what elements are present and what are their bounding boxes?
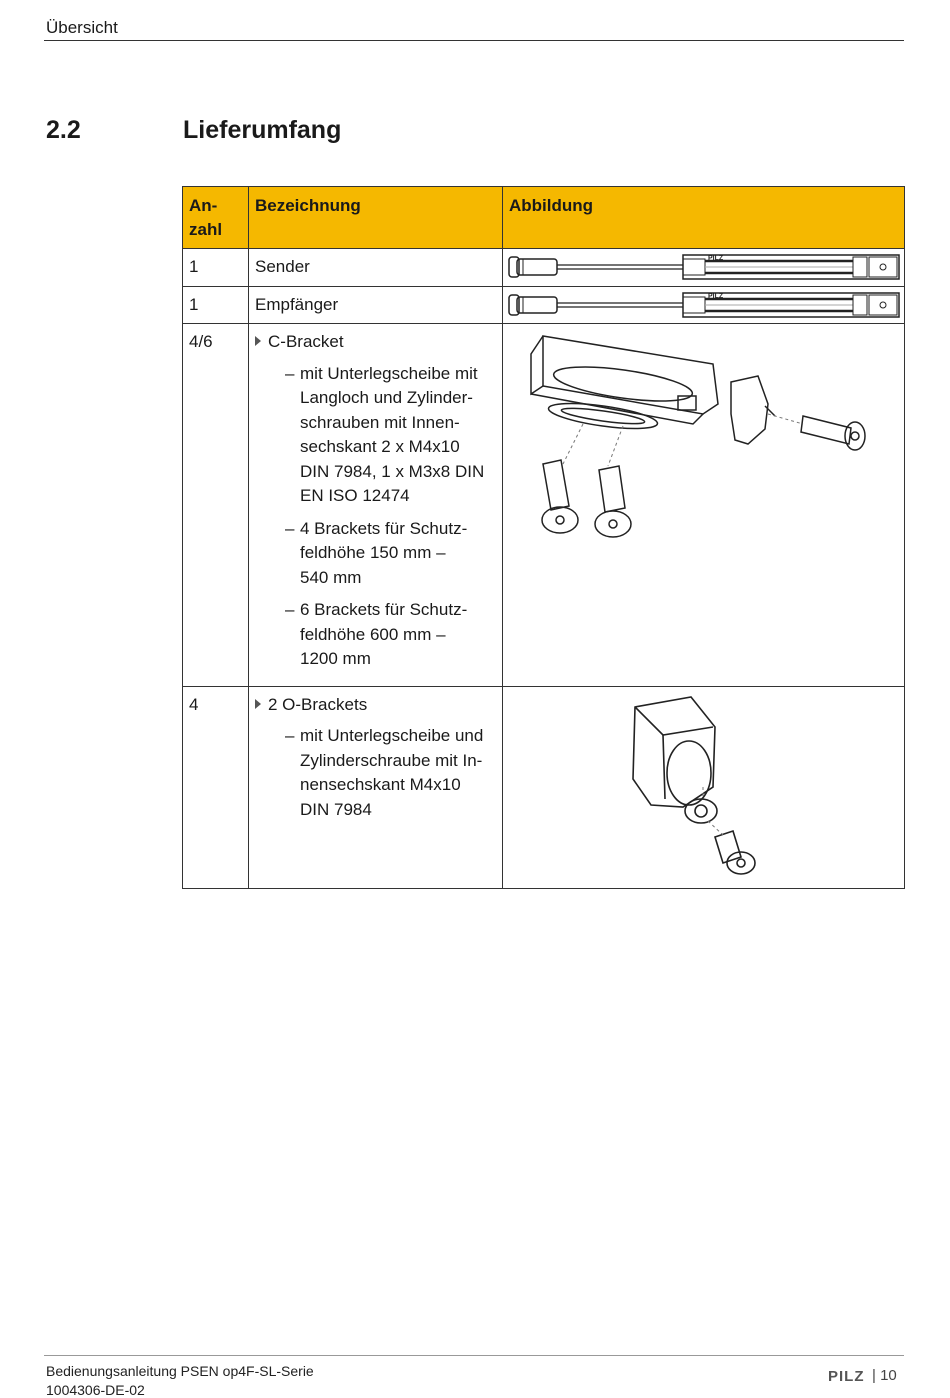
footer-rule (44, 1355, 904, 1356)
scope-of-delivery-table (182, 186, 905, 889)
sub-item: – mit Unterlegscheibe mit Langloch und Zylinder- schrauben mit Innen- sechskant 2 x M4x10 DIN 7984, 1 x M3x8 DIN EN ISO 12474 (285, 363, 485, 505)
table-row (183, 249, 905, 287)
device-brand-label: PILZ (708, 255, 724, 262)
row-name: Empfänger (249, 286, 503, 324)
row-name (249, 324, 503, 687)
o-bracket-illustration (503, 687, 903, 887)
table-row (183, 324, 905, 687)
item-title: C-Bracket (268, 332, 344, 351)
sub-item-list (255, 724, 496, 822)
sub-item: – mit Unterlegscheibe und Zylinderschraube mit In- nensechskant M4x10 DIN 7984 (285, 726, 484, 819)
pilz-logo: PILZ (828, 1368, 865, 1385)
column-header-name: Bezeichnung (249, 187, 503, 249)
triangle-bullet-icon (255, 336, 261, 346)
footer-manual-title: Bedienungsanleitung PSEN op4F-SL-Serie (46, 1363, 314, 1379)
section-title: Lieferumfang (183, 116, 342, 144)
column-header-image: Abbildung (503, 187, 905, 249)
row-qty: 4/6 (183, 324, 249, 687)
running-header: Übersicht (46, 18, 118, 37)
receiver-image (503, 286, 905, 324)
table-row (183, 686, 905, 888)
page-number: | 10 (872, 1367, 897, 1384)
row-qty: 1 (183, 249, 249, 287)
column-header-qty: An- zahl (183, 187, 249, 249)
receiver-device-illustration (503, 287, 903, 323)
sender-image (503, 249, 905, 287)
c-bracket-illustration (503, 324, 903, 564)
table-row (183, 286, 905, 324)
row-qty: 1 (183, 286, 249, 324)
row-name: Sender (249, 249, 503, 287)
header-rule (44, 40, 904, 41)
o-bracket-image (503, 686, 905, 888)
row-qty: 4 (183, 686, 249, 888)
table-header-row (183, 187, 905, 249)
item-title: 2 O-Brackets (268, 694, 368, 714)
footer-doc-number: 1004306-DE-02 (46, 1382, 145, 1398)
section-number: 2.2 (46, 116, 81, 144)
sub-item: – 4 Brackets für Schutz- feldhöhe 150 mm – 540 mm (285, 518, 468, 587)
sub-item-list (255, 362, 496, 672)
sender-device-illustration (503, 249, 903, 285)
row-name (249, 686, 503, 888)
sub-item: – 6 Brackets für Schutz- feldhöhe 600 mm – 1200 mm (285, 600, 468, 668)
device-brand-label: PILZ (708, 292, 724, 300)
c-bracket-image (503, 324, 905, 687)
triangle-bullet-icon (255, 699, 261, 709)
